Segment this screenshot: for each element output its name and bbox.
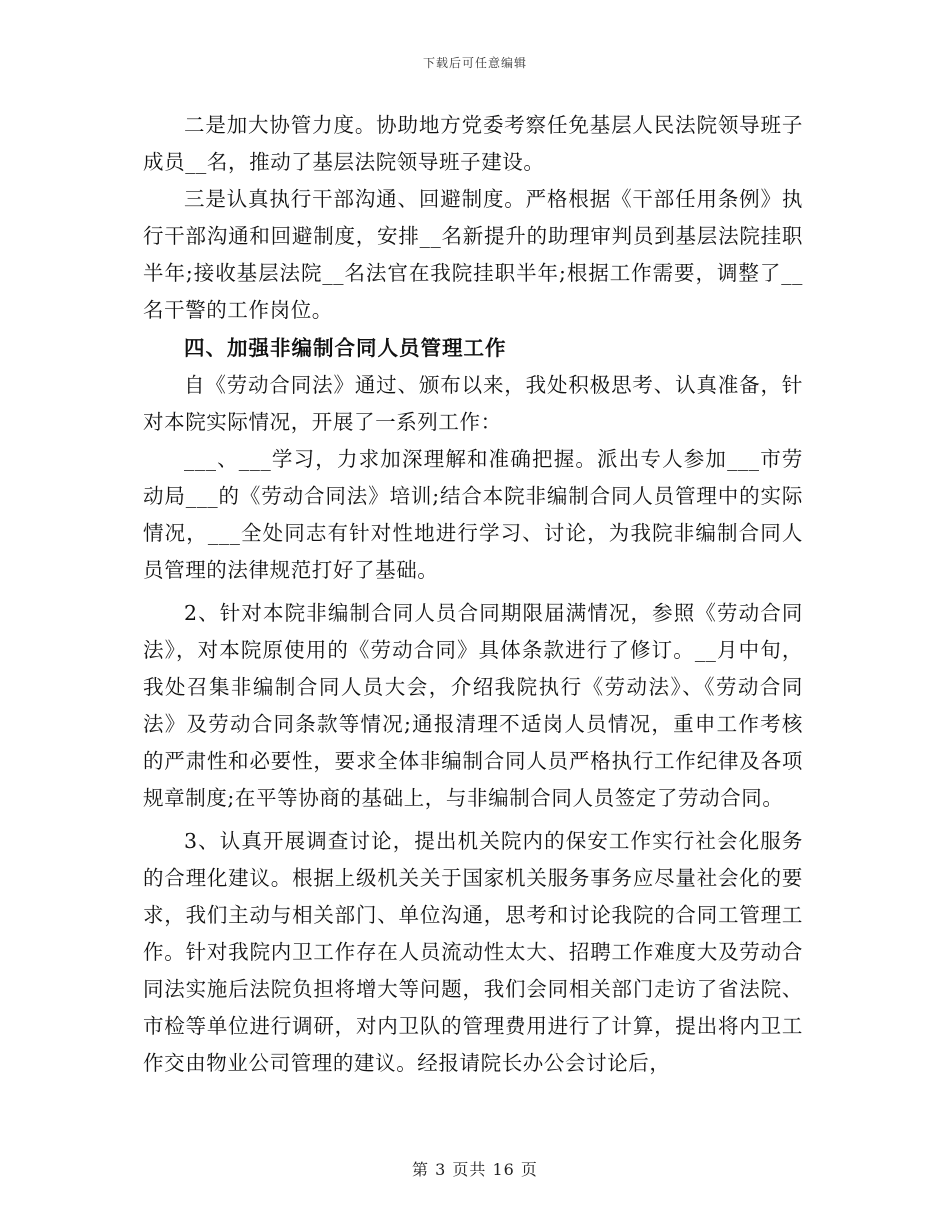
paragraph-item-2-contract: 2、针对本院非编制合同人员合同期限届满情况，参照《劳动合同法》，对本院原使用的《劳动合同》具体条款进行了修订。__月中旬，我处召集非编制合同人员大会，介绍我院执行《劳动法》、《劳动合同法》及劳动合同条款等情况;通报清理不适岗人员情况，重申工作考核的严肃性和必要性，要求全体非编制合同人员严格执行工作纪律及各项规章制度;在平等协商的基础上，与非编制合同人员签定了劳动合同。 bbox=[143, 601, 803, 810]
paragraph-supervision: 二是加大协管力度。协助地方党委考察任免基层人民法院领导班子成员__名，推动了基层法院领导班子建设。 bbox=[143, 113, 803, 174]
paragraph-item-3-security: 3、认真开展调查讨论，提出机关院内的保安工作实行社会化服务的合理化建议。根据上级机关关于国家机关服务事务应尽量社会化的要求，我们主动与相关部门、单位沟通，思考和讨论我院的合同工管理工作。针对我院内卫工作存在人员流动性太大、招聘工作难度大及劳动合同法实施后法院负担将增大等问题，我们会同相关部门走访了省法院、市检等单位进行调研，对内卫队的管理费用进行了计算，提出将内卫工作交由物业公司管理的建议。经报请院长办公会讨论后， bbox=[143, 829, 803, 1075]
page-header-note: 下载后可任意编辑 bbox=[422, 56, 527, 70]
page-number: 第 3 页共 16 页 bbox=[412, 1160, 538, 1179]
section-heading-four: 四、加强非编制合同人员管理工作 bbox=[184, 336, 507, 360]
document-body bbox=[143, 107, 803, 1082]
paragraph-item-1-study: ___、___学习，力求加深理解和准确把握。派出专人参加___市劳动局___的《劳动合同法》培训;结合本院非编制合同人员管理中的实际情况，___全处同志有针对性地进行学习、讨论，为我院非编制合同人员管理的法律规范打好了基础。 bbox=[143, 447, 803, 582]
paragraph-labor-law-intro: 自《劳动合同法》通过、颁布以来，我处积极思考、认真准备，针对本院实际情况，开展了一系列工作： bbox=[143, 373, 803, 434]
paragraph-cadre-exchange: 三是认真执行干部沟通、回避制度。严格根据《干部任用条例》执行干部沟通和回避制度，安排__名新提升的助理审判员到基层法院挂职半年;接收基层法院__名法官在我院挂职半年;根据工作需要，调整了__名干警的工作岗位。 bbox=[143, 187, 803, 322]
